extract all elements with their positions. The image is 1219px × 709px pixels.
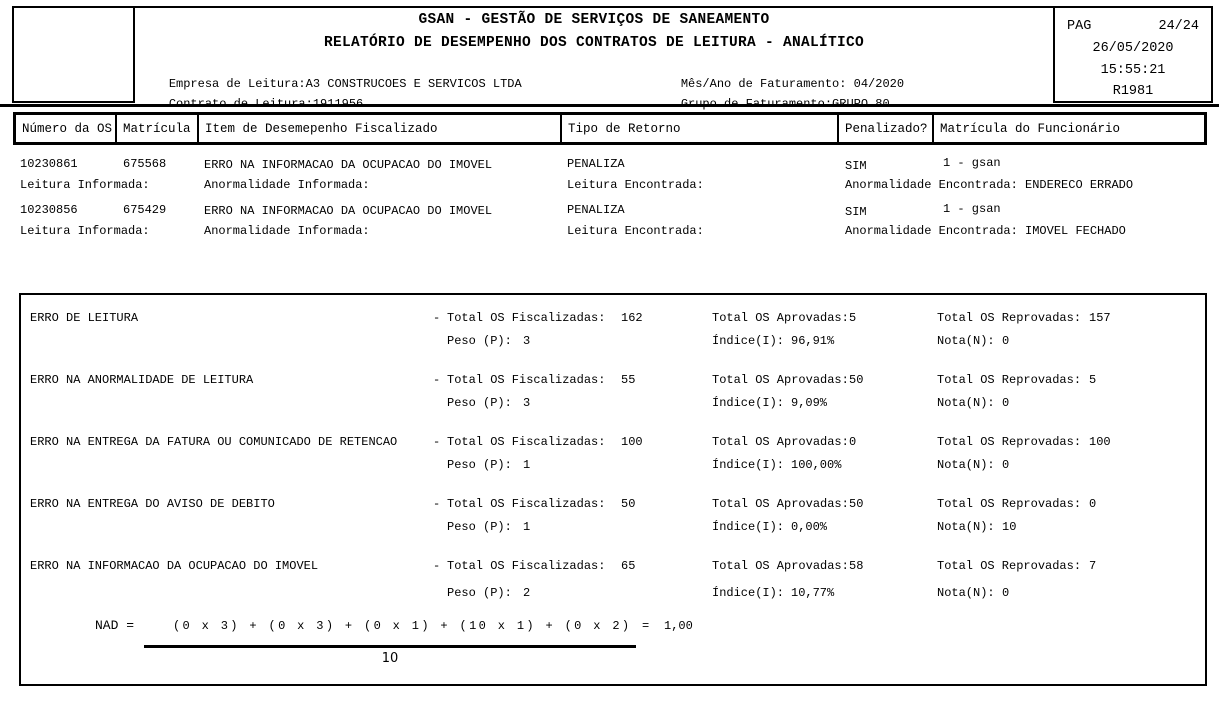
peso-value: 2 <box>523 586 531 600</box>
row-anormalidade-encontrada-value: IMOVEL FECHADO <box>1025 224 1126 238</box>
indice-value: 9,09% <box>791 396 828 410</box>
peso-label: Peso (P): <box>447 586 512 600</box>
peso-value: 1 <box>523 458 531 472</box>
aprovadas-label: Total OS Aprovadas: <box>712 497 849 511</box>
aprovadas-label: Total OS Aprovadas: <box>712 435 849 449</box>
page-number: 24/24 <box>1158 19 1199 34</box>
nota-value: 0 <box>1002 458 1010 472</box>
col-header-item: Item de Desemepenho Fiscalizado <box>197 115 560 142</box>
row-leitura-informada-label: Leitura Informada: <box>20 178 150 192</box>
col-header-penalizado: Penalizado? <box>837 115 932 142</box>
fiscalizadas-label: Total OS Fiscalizadas: <box>447 497 606 511</box>
nota-label: Nota(N): <box>937 458 995 472</box>
fiscalizadas-label: Total OS Fiscalizadas: <box>447 559 606 573</box>
col-header-tipo-retorno: Tipo de Retorno <box>560 115 837 142</box>
peso-value: 3 <box>523 396 531 410</box>
col-header-matricula-funcionario: Matrícula do Funcionário <box>932 115 1204 142</box>
row-penalizado: SIM <box>845 205 867 219</box>
dash: - <box>433 311 441 325</box>
reprovadas-value: 0 <box>1089 497 1097 511</box>
aprovadas-value: 50 <box>849 373 864 387</box>
indice-value: 0,00% <box>791 520 828 534</box>
row-anormalidade-encontrada-value: ENDERECO ERRADO <box>1025 178 1134 192</box>
row-anormalidade-encontrada <box>845 224 1126 238</box>
reprovadas-value: 100 <box>1089 435 1111 449</box>
peso-label: Peso (P): <box>447 458 512 472</box>
nota-label: Nota(N): <box>937 520 995 534</box>
dash: - <box>433 373 441 387</box>
nota-label: Nota(N): <box>937 586 995 600</box>
mes-ano-label: Mês/Ano de Faturamento: <box>680 77 854 91</box>
report-title-line1: GSAN - GESTÃO DE SERVIÇOS DE SANEAMENTO <box>418 12 770 28</box>
row-item: ERRO NA INFORMACAO DA OCUPACAO DO IMOVEL <box>204 204 493 218</box>
summary-block <box>0 435 1219 485</box>
dash: - <box>433 559 441 573</box>
reprovadas-label: Total OS Reprovadas: <box>937 373 1082 387</box>
aprovadas-value: 58 <box>849 559 864 573</box>
nota-value: 0 <box>1002 396 1010 410</box>
row-os-number: 10230856 <box>20 203 78 217</box>
fiscalizadas-value: 100 <box>621 435 643 449</box>
fiscalizadas-value: 65 <box>621 559 636 573</box>
peso-label: Peso (P): <box>447 334 512 348</box>
row-leitura-encontrada-label: Leitura Encontrada: <box>567 224 704 238</box>
reprovadas-label: Total OS Reprovadas: <box>937 497 1082 511</box>
row-funcionario: 1 - gsan <box>943 156 1001 170</box>
summary-item-name: ERRO NA INFORMACAO DA OCUPACAO DO IMOVEL <box>30 559 319 573</box>
reprovadas-label: Total OS Reprovadas: <box>937 559 1082 573</box>
nad-numerator: (0 x 3) + (0 x 3) + (0 x 1) + (10 x 1) + (0 x 2) <box>173 619 632 633</box>
summary-item-name: ERRO NA ENTREGA DO AVISO DE DEBITO <box>30 497 275 511</box>
aprovadas-value: 50 <box>849 497 864 511</box>
nad-denominator: 10 <box>381 651 399 666</box>
row-item: ERRO NA INFORMACAO DA OCUPACAO DO IMOVEL <box>204 158 493 172</box>
col-header-numero-os: Número da OS <box>22 121 113 136</box>
summary-block <box>0 497 1219 547</box>
aprovadas-label: Total OS Aprovadas: <box>712 559 849 573</box>
nota-value: 0 <box>1002 334 1010 348</box>
nad-result: 1,00 <box>664 619 693 633</box>
aprovadas-value: 5 <box>849 311 857 325</box>
header-top-border <box>135 6 1053 8</box>
fiscalizadas-value: 55 <box>621 373 636 387</box>
indice-label: Índice(I): <box>712 334 785 348</box>
indice-label: Índice(I): <box>712 520 785 534</box>
row-tipo-retorno: PENALIZA <box>567 157 625 171</box>
aprovadas-label: Total OS Aprovadas: <box>712 373 849 387</box>
indice-label: Índice(I): <box>712 458 785 472</box>
row-penalizado: SIM <box>845 159 867 173</box>
fiscalizadas-label: Total OS Fiscalizadas: <box>447 311 606 325</box>
row-anormalidade-encontrada-label: Anormalidade Encontrada: <box>845 224 1026 238</box>
nota-value: 0 <box>1002 586 1010 600</box>
reprovadas-label: Total OS Reprovadas: <box>937 435 1082 449</box>
indice-value: 96,91% <box>791 334 835 348</box>
summary-item-name: ERRO NA ANORMALIDADE DE LEITURA <box>30 373 254 387</box>
reprovadas-label: Total OS Reprovadas: <box>937 311 1082 325</box>
empresa-leitura-label: Empresa de Leitura: <box>168 77 306 91</box>
peso-label: Peso (P): <box>447 396 512 410</box>
nad-fraction-rule <box>144 645 636 648</box>
fiscalizadas-value: 162 <box>621 311 643 325</box>
aprovadas-value: 0 <box>849 435 857 449</box>
page-number-row <box>1055 19 1211 35</box>
indice-label: Índice(I): <box>712 586 785 600</box>
row-funcionario: 1 - gsan <box>943 202 1001 216</box>
reprovadas-value: 157 <box>1089 311 1111 325</box>
reprovadas-value: 7 <box>1089 559 1097 573</box>
summary-block <box>0 373 1219 423</box>
dash: - <box>433 497 441 511</box>
summary-block <box>0 559 1219 614</box>
page-label: PAG <box>1067 19 1092 34</box>
row-anormalidade-informada-label: Anormalidade Informada: <box>204 224 370 238</box>
peso-label: Peso (P): <box>447 520 512 534</box>
nota-label: Nota(N): <box>937 396 995 410</box>
reprovadas-value: 5 <box>1089 373 1097 387</box>
fiscalizadas-label: Total OS Fiscalizadas: <box>447 373 606 387</box>
report-code: R1981 <box>1112 84 1154 99</box>
row-anormalidade-encontrada <box>845 178 1133 192</box>
row-anormalidade-informada-label: Anormalidade Informada: <box>204 178 370 192</box>
indice-value: 100,00% <box>791 458 842 472</box>
row-leitura-informada-label: Leitura Informada: <box>20 224 150 238</box>
row-matricula: 675568 <box>123 157 167 171</box>
header-bottom-rule <box>0 104 1219 107</box>
dash: - <box>433 435 441 449</box>
row-leitura-encontrada-label: Leitura Encontrada: <box>567 178 704 192</box>
fiscalizadas-value: 50 <box>621 497 636 511</box>
col-header-matricula: Matrícula <box>115 115 197 142</box>
page-info-box <box>1053 6 1213 103</box>
empresa-leitura-value: A3 CONSTRUCOES E SERVICOS LTDA <box>305 77 522 91</box>
nad-label: NAD = <box>95 618 135 633</box>
nad-equals-sign: = <box>642 619 650 633</box>
indice-label: Índice(I): <box>712 396 785 410</box>
aprovadas-label: Total OS Aprovadas: <box>712 311 849 325</box>
report-title-line2: RELATÓRIO DE DESEMPENHO DOS CONTRATOS DE LEITURA - ANALÍTICO <box>323 35 865 51</box>
peso-value: 1 <box>523 520 531 534</box>
summary-item-name: ERRO NA ENTREGA DA FATURA OU COMUNICADO DE RETENCAO <box>30 435 398 449</box>
row-anormalidade-encontrada-label: Anormalidade Encontrada: <box>845 178 1026 192</box>
indice-value: 10,77% <box>791 586 835 600</box>
nota-label: Nota(N): <box>937 334 995 348</box>
report-date: 26/05/2020 <box>1092 41 1174 56</box>
row-os-number: 10230861 <box>20 157 78 171</box>
row-tipo-retorno: PENALIZA <box>567 203 625 217</box>
summary-block <box>0 311 1219 361</box>
nota-value: 10 <box>1002 520 1017 534</box>
logo-box <box>12 6 135 103</box>
report-time: 15:55:21 <box>1100 63 1166 78</box>
table-header-row <box>13 112 1207 145</box>
fiscalizadas-label: Total OS Fiscalizadas: <box>447 435 606 449</box>
mes-ano-value: 04/2020 <box>853 77 905 91</box>
summary-item-name: ERRO DE LEITURA <box>30 311 139 325</box>
row-matricula: 675429 <box>123 203 167 217</box>
peso-value: 3 <box>523 334 531 348</box>
